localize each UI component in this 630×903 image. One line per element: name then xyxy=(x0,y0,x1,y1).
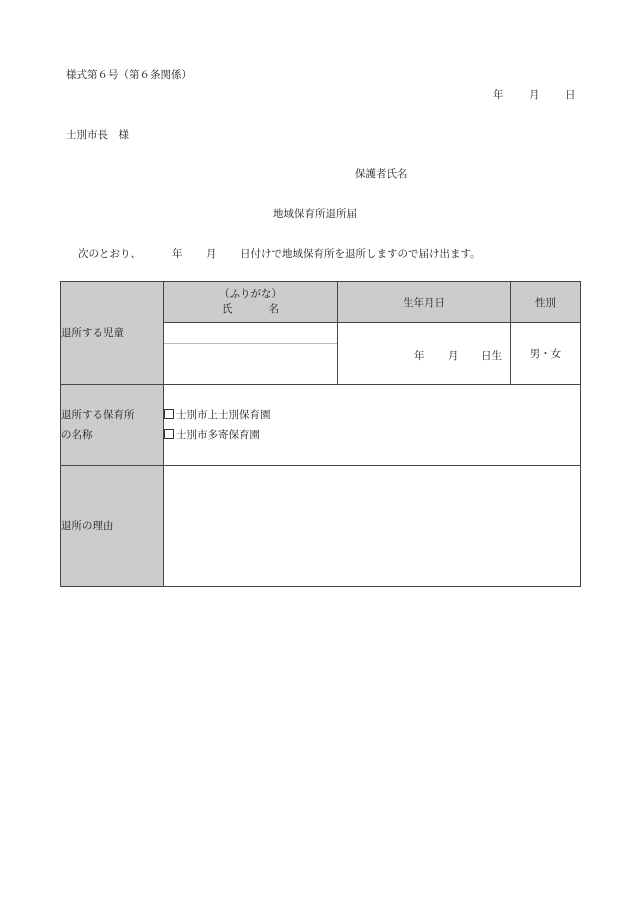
withdrawal-form-table xyxy=(60,281,581,587)
facility-option-label: 士別市上士別保育園 xyxy=(176,409,271,421)
date-month-label: 月 xyxy=(529,89,540,101)
date-year-label: 年 xyxy=(493,89,504,101)
name-header-cell xyxy=(164,282,338,323)
child-label: 退所する児童 xyxy=(61,327,124,339)
addressee: 士別市長 様 xyxy=(66,129,129,141)
checkbox-icon[interactable] xyxy=(164,409,174,419)
checkbox-icon[interactable] xyxy=(164,429,174,439)
birthdate-header-cell xyxy=(338,282,511,323)
guardian-name-label: 保護者氏名 xyxy=(355,168,408,180)
birth-year-label: 年 xyxy=(414,350,425,362)
date-day-label: 日 xyxy=(565,89,576,101)
facility-option[interactable] xyxy=(164,405,580,425)
sex-header-cell xyxy=(511,282,581,323)
statement-part1: 次のとおり、 xyxy=(78,248,141,260)
facility-options-cell xyxy=(164,385,581,466)
facility-option[interactable] xyxy=(164,425,580,445)
sex-options: 男・女 xyxy=(529,348,562,360)
facility-label-line1: 退所する保育所 xyxy=(61,409,135,421)
birthdate-cell[interactable] xyxy=(338,323,511,385)
child-name-cell[interactable] xyxy=(164,323,338,385)
facility-label-cell xyxy=(61,385,164,466)
sex-label: 性別 xyxy=(535,296,556,309)
birth-month-label: 月 xyxy=(448,350,459,362)
child-label-cell xyxy=(61,282,164,385)
form-number: 様式第６号（第６条関係） xyxy=(66,69,192,81)
birthdate-label: 生年月日 xyxy=(403,296,445,309)
statement-part2: 日付けで地域保育所を退所しますので届け出ます。 xyxy=(240,248,481,260)
birth-day-label: 日生 xyxy=(481,350,502,362)
statement-year-label: 年 xyxy=(172,248,183,260)
sex-cell[interactable] xyxy=(511,323,581,385)
name-label-first: 氏 xyxy=(222,303,233,315)
name-label-second: 名 xyxy=(268,303,279,315)
facility-label-line2: の名称 xyxy=(61,429,93,441)
furigana-name-divider xyxy=(164,343,337,344)
statement-month-label: 月 xyxy=(206,248,217,260)
reason-input-cell[interactable] xyxy=(164,466,581,587)
reason-label: 退所の理由 xyxy=(61,520,114,532)
reason-label-cell xyxy=(61,466,164,587)
document-title: 地域保育所退所届 xyxy=(273,208,357,220)
furigana-label: （ふりがな） xyxy=(219,288,282,300)
facility-option-label: 士別市多寄保育園 xyxy=(176,429,260,441)
